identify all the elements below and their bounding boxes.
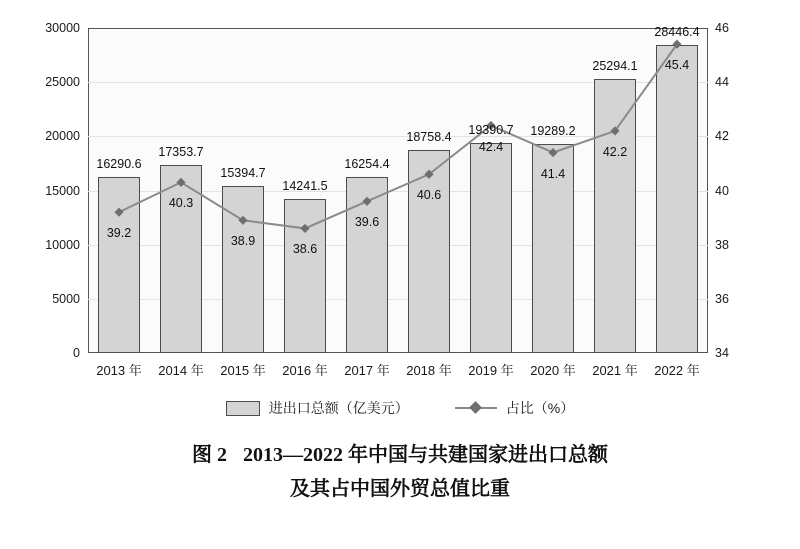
chart-legend [0,398,800,418]
bar-value-label: 28446.4 [654,24,700,39]
bar-value-label: 17353.7 [158,145,204,159]
x-axis-tick-label: 2020 年 [530,363,576,378]
right-axis-tick-label: 42 [715,129,729,144]
legend-line-swatch-icon [455,401,497,415]
line-marker [114,208,123,217]
left-axis-tick-label: 0 [73,346,80,360]
left-axis-tick-label: 10000 [45,237,80,252]
legend-item-line-label: 占比（%） [505,400,575,416]
percent-value-label: 38.9 [230,234,256,249]
caption-line-1 [0,438,800,472]
x-axis-tick-label: 2013 年 [96,363,142,378]
x-axis-tick-label: 2018 年 [406,363,452,378]
legend-item-line [455,398,574,418]
percent-value-label: 39.2 [106,226,132,241]
chart-plot-area [88,24,708,353]
bar-value-label: 19390.7 [468,122,514,137]
x-axis-tick-label: 2015 年 [220,363,266,378]
left-axis-tick-label: 15000 [45,183,80,198]
percent-value-label: 41.4 [540,166,566,181]
right-axis [715,21,775,360]
line-marker [176,178,185,187]
percent-value-label: 38.6 [292,242,318,257]
right-axis-tick-label: 34 [715,346,729,360]
left-axis-tick-label: 30000 [45,21,80,35]
right-axis-tick-label: 38 [715,237,729,252]
bar-value-label: 19289.2 [530,124,576,139]
caption-line-2: 及其占中国外贸总值比重 [290,478,510,500]
line-marker [238,216,247,225]
right-axis-tick-label: 46 [715,21,729,35]
percent-value-label: 40.3 [168,196,194,211]
bar-value-label: 16254.4 [344,156,390,171]
line-marker [362,197,371,206]
x-axis-tick-label: 2021 年 [592,363,638,378]
caption-line-1-text: 2013—2022 年中国与共建国家进出口总额 [243,444,608,466]
bar-value-label: 15394.7 [220,166,266,181]
x-axis-categories [88,360,708,384]
left-axis-tick-label: 25000 [45,75,80,90]
left-axis-tick-label: 20000 [45,129,80,144]
bar-value-label: 16290.6 [96,156,142,171]
bar-value-label: 18758.4 [406,129,452,144]
legend-item-bar-label: 进出口总额（亿美元） [268,400,409,416]
x-axis-tick-label: 2022 年 [654,363,700,378]
legend-bar-swatch-icon [226,401,260,416]
x-axis-tick-label: 2016 年 [282,363,328,378]
figure-number: 图 2 [192,444,227,466]
x-axis-tick-label: 2017 年 [344,363,390,378]
right-axis-tick-label: 44 [715,75,729,90]
figure-caption [0,438,800,506]
left-axis [20,21,80,360]
line-marker [548,148,557,157]
right-axis-tick-label: 40 [715,183,729,198]
left-axis-tick-label: 5000 [52,291,80,306]
legend-item-bar [226,398,409,418]
x-axis-tick-label: 2019 年 [468,363,514,378]
percent-value-label: 45.4 [664,58,690,73]
x-axis-tick-label: 2014 年 [158,363,204,378]
line-marker [300,224,309,233]
percent-value-label: 39.6 [354,215,380,230]
bar-value-label: 25294.1 [592,58,638,73]
right-axis-tick-label: 36 [715,291,729,306]
percent-value-label: 40.6 [416,188,442,203]
bar-value-label: 14241.5 [282,178,328,193]
percent-value-label: 42.4 [478,139,504,154]
percent-value-label: 42.2 [602,144,628,159]
